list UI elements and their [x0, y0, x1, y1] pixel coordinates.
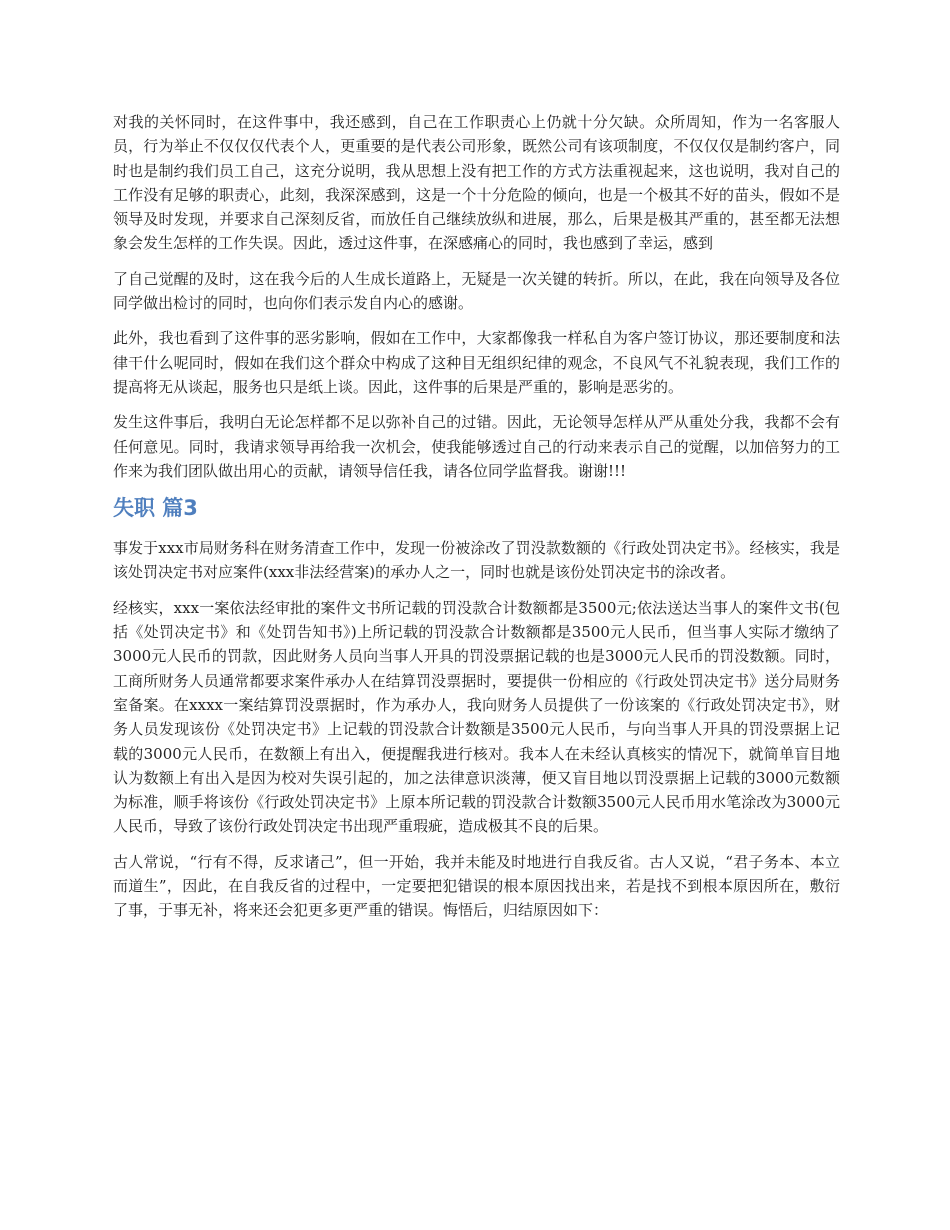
- paragraph-1: 对我的关怀同时，在这件事中，我还感到，自己在工作职责心上仍就十分欠缺。众所周知，作为一名客服人员，行为举止不仅仅仅代表个人，更重要的是代表公司形象，既然公司有该项制度，不仅仅仅是制约客户，同时也是制约我们员工自己，这充分说明，我从思想上没有把工作的方式方法重视起来，这也说明，我对自己的工作没有足够的职责心，此刻，我深深感到，这是一个十分危险的倾向，也是一个极其不好的苗头，假如不是领导及时发现，并要求自己深刻反省，而放任自己继续放纵和进展，那么，后果是极其严重的，甚至都无法想象会发生怎样的工作失误。因此，透过这件事，在深感痛心的同时，我也感到了幸运，感到: [113, 113, 840, 253]
- paragraph-5: 事发于xxx市局财务科在财务清查工作中，发现一份被涂改了罚没款数额的《行政处罚决定书》。经核实，我是该处罚决定书对应案件(xxx非法经营案)的承办人之一，同时也就是该份处罚决定书的涂改者。: [113, 539, 840, 582]
- paragraph-6: 经核实，xxx一案依法经审批的案件文书所记载的罚没款合计数额都是3500元;依法送达当事人的案件文书(包括《处罚决定书》和《处罚告知书》)上所记载的罚没款合计数额都是3500元人民币，但当事人实际才缴纳了3000元人民币的罚款，因此财务人员向当事人开具的罚没票据记载的也是3000元人民币的罚没数额。同时，工商所财务人员通常都要求案件承办人在结算罚没票据时，要提供一份相应的《行政处罚决定书》送分局财务室备案。在xxxx一案结算罚没票据时，作为承办人，我向财务人员提供了一份该案的《行政处罚决定书》，财务人员发现该份《处罚决定书》上记载的罚没款合计数额是3500元人民币，与向当事人开具的罚没票据上记载的3000元人民币，在数额上有出入，便提醒我进行核对。我本人在未经认真核实的情况下，就简单盲目地认为数额上有出入是因为校对失误引起的，加之法律意识淡薄，便又盲目地以罚没票据上记载的3000元数额为标准，顺手将该份《行政处罚决定书》上原本所记载的罚没款合计数额3500元人民币用水笔涂改为3000元人民币，导致了该份行政处罚决定书出现严重瑕疵，造成极其不良的后果。: [113, 598, 840, 836]
- paragraph-4: 发生这件事后，我明白无论怎样都不足以弥补自己的过错。因此，无论领导怎样从严从重处分我，我都不会有任何意见。同时，我请求领导再给我一次机会，使我能够透过自己的行动来表示自己的觉醒，以加倍努力的工作来为我们团队做出用心的贡献，请领导信任我，请各位同学监督我。谢谢!!!: [113, 413, 840, 480]
- paragraph-3: 此外，我也看到了这件事的恶劣影响，假如在工作中，大家都像我一样私自为客户签订协议，那还要制度和法律干什么呢同时，假如在我们这个群众中构成了这种目无组织纪律的观念，不良风气不礼貌表现，我们工作的提高将无从谈起，服务也只是纸上谈。因此，这件事的后果是严重的，影响是恶劣的。: [113, 329, 840, 396]
- paragraph-7: 古人常说，“行有不得，反求诸己”，但一开始，我并未能及时地进行自我反省。古人又说，“君子务本、本立而道生”，因此，在自我反省的过程中，一定要把犯错误的根本原因找出来，若是找不到根本原因所在，敷衍了事，于事无补，将来还会犯更多更严重的错误。悔悟后，归结原因如下：: [113, 852, 840, 920]
- section-heading: 失职 篇3: [113, 496, 198, 521]
- paragraph-2: 了自己觉醒的及时，这在我今后的人生成长道路上，无疑是一次关键的转折。所以，在此，我在向领导及各位同学做出检讨的同时，也向你们表示发自内心的感谢。: [113, 269, 840, 313]
- document-page: [113, 110, 840, 934]
